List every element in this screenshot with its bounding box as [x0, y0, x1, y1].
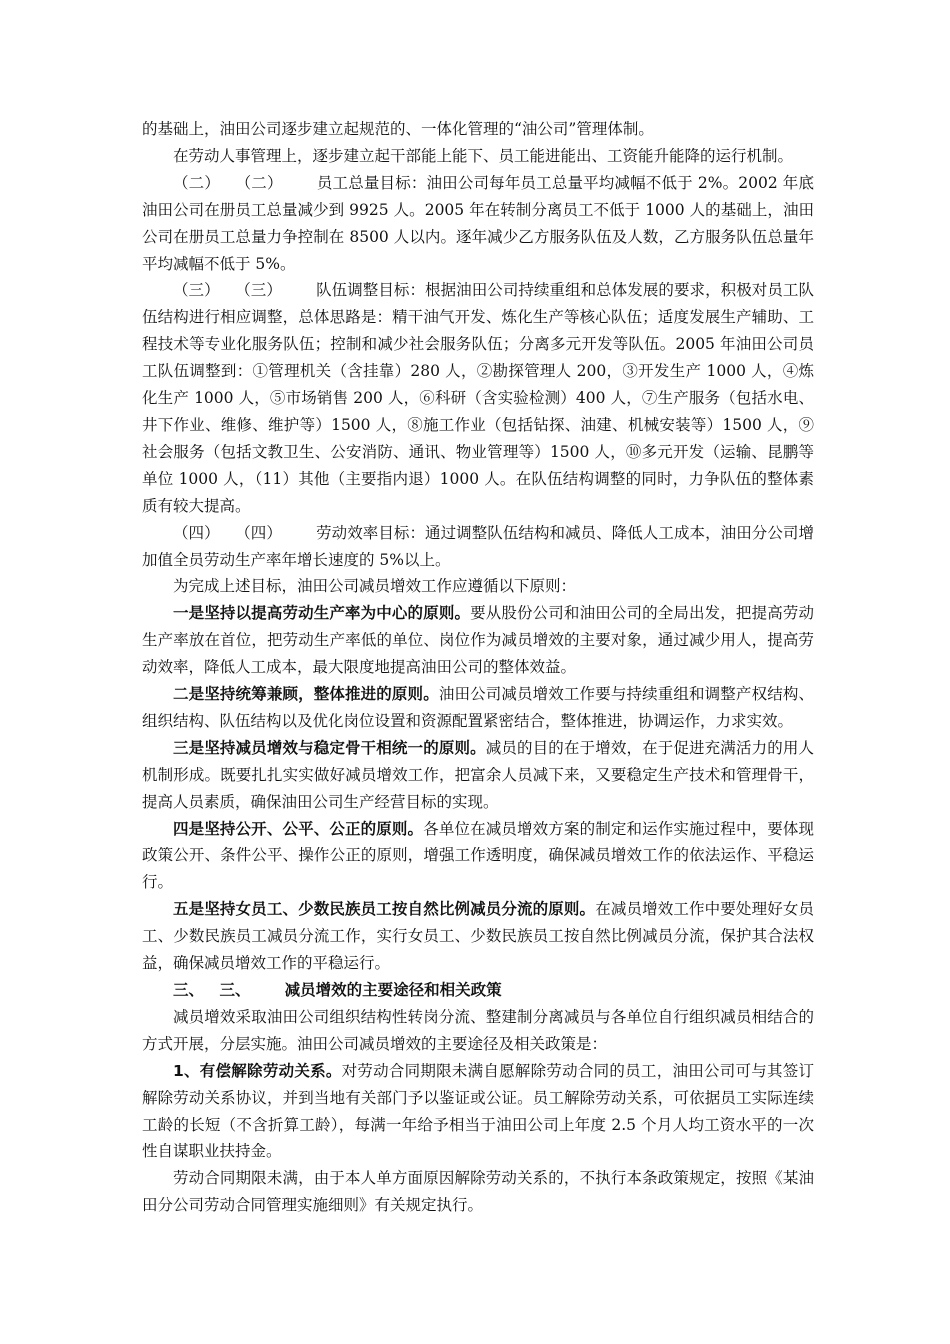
paragraph-team-adjustment-target	[142, 277, 814, 519]
document-page	[142, 116, 814, 1219]
section-heading-3	[142, 977, 814, 1004]
paragraph-text: 在减员增效工作中要处理好女员工、少数民族员工减员分流工作，实行女员工、少数民族员工按自然比例减员分流，保护其合法权益，确保减员增效工作的平稳运行。	[142, 900, 814, 973]
paragraph-principle-5	[142, 896, 814, 977]
paragraph-approach-intro: 减员增效采取油田公司组织结构性转岗分流、整建制分离减员与各单位自行组织减员相结合的方式开展，分层实施。油田公司减员增效的主要途径及相关政策是：	[142, 1007, 814, 1053]
section-marker: （四）	[235, 523, 282, 542]
paragraph-text: 员工总量目标：油田公司每年员工总量平均减幅不低于 2%。2002 年底油田公司在册员工总量减少到 9925 人。2005 年在转制分离员工不低于 1000 人的基础上，油田公司在册员工总量力争控制在 8500 人以内。逐年减少乙方服务队伍及人数，乙方服务队伍总量年平均减幅不低于 5%。	[142, 173, 814, 273]
section-marker: （四）	[173, 523, 220, 542]
paragraph-text: 减员的目的在于增效，在于促进充满活力的用人机制形成。既要扎扎实实做好减员增效工作，把富余人员减下来，又要稳定生产技术和管理骨干，提高人员素质，确保油田公司生产经营目标的实现。	[142, 738, 814, 811]
paragraph-principles-intro: 为完成上述目标，油田公司减员增效工作应遵循以下原则：	[173, 577, 577, 596]
paragraph-principle-2	[142, 681, 814, 735]
paragraph-labor-management: 在劳动人事管理上，逐步建立起干部能上能下、员工能进能出、工资能升能降的运行机制。	[173, 146, 794, 165]
section-marker: 三、	[173, 981, 205, 999]
paragraph-policy-1-note: 劳动合同期限未满，由于本人单方面原因解除劳动关系的，不执行本条政策规定，按照《某油田分公司劳动合同管理实施细则》有关规定执行。	[142, 1169, 814, 1215]
principle-lead: 二是坚持统筹兼顾，整体推进的原则。	[173, 685, 439, 704]
principle-lead: 四是坚持公开、公平、公正的原则。	[173, 819, 424, 838]
paragraph-principle-4	[142, 816, 814, 897]
section-marker: （三）	[173, 281, 220, 300]
paragraph-principle-3	[142, 735, 814, 816]
principle-lead: 五是坚持女员工、少数民族员工按自然比例减员分流的原则。	[173, 900, 596, 919]
principle-lead: 三是坚持减员增效与稳定骨干相统一的原则。	[173, 738, 486, 757]
paragraph-0: 的基础上，油田公司逐步建立起规范的、一体化管理的“油公司”管理体制。	[142, 120, 654, 138]
policy-lead: 1、有偿解除劳动关系。	[173, 1061, 342, 1080]
paragraph-text: 各单位在减员增效方案的制定和运作实施过程中，要体现政策公开、条件公平、操作公正的原则，增强工作透明度，确保减员增效工作的依法运作、平稳运行。	[142, 819, 814, 892]
section-marker: （二）	[235, 173, 283, 192]
section-marker: （二）	[173, 173, 220, 192]
paragraph-labor-efficiency-target	[142, 520, 814, 574]
paragraph-policy-1	[142, 1058, 814, 1166]
paragraph-text: 油田公司减员增效工作要与持续重组和调整产权结构、组织结构、队伍结构以及优化岗位设置和资源配置紧密结合，整体推进，协调运作，力求实效。	[142, 685, 814, 730]
section-heading-text: 减员增效的主要途径和相关政策	[284, 981, 502, 999]
section-marker: （三）	[235, 281, 282, 300]
paragraph-principle-1	[142, 600, 814, 681]
paragraph-text: 要从股份公司和油田公司的全局出发，把提高劳动生产率放在首位，把劳动生产率低的单位、岗位作为减员增效的主要对象，通过减少用人，提高劳动效率，降低人工成本，最大限度地提高油田公司的整体效益。	[142, 604, 814, 677]
paragraph-text: 劳动效率目标：通过调整队伍结构和减员、降低人工成本，油田分公司增加值全员劳动生产率年增长速度的 5%以上。	[142, 523, 814, 569]
principle-lead: 一是坚持以提高劳动生产率为中心的原则。	[173, 604, 471, 623]
paragraph-text: 对劳动合同期限未满自愿解除劳动合同的员工，油田公司可与其签订解除劳动关系协议，并到当地有关部门予以鉴证或公证。员工解除劳动关系，可依据员工实际连续工龄的长短（不含折算工龄），每满一年给予相当于油田公司上年度 2.5 个月人均工资水平的一次性自谋职业扶持金。	[142, 1061, 814, 1161]
paragraph-text: 队伍调整目标：根据油田公司持续重组和总体发展的要求，积极对员工队伍结构进行相应调整，总体思路是：精干油气开发、炼化生产等核心队伍；适度发展生产辅助、工程技术等专业化服务队伍；控制和减少社会服务队伍；分离多元开发等队伍。2005 年油田公司员工队伍调整到：①管理机关（含挂靠）280 人，②勘探管理人 200，③开发生产 1000 人，④炼化生产 1000 人，⑤市场销售 200 人，⑥科研（含实验检测）400 人，⑦生产服务（包括水电、井下作业、维修、维护等）1500 人，⑧施工作业（包括钻探、油建、机械安装等）1500 人，⑨社会服务（包括文教卫生、公安消防、通讯、物业管理等）1500 人，⑩多元开发（运输、昆鹏等单位 1000 人，（11）其他（主要指内退）1000 人。在队伍结构调整的同时，力争队伍的整体素质有较大提高。	[142, 281, 814, 515]
section-marker: 三、	[219, 981, 251, 999]
paragraph-staff-total-target	[142, 170, 814, 278]
